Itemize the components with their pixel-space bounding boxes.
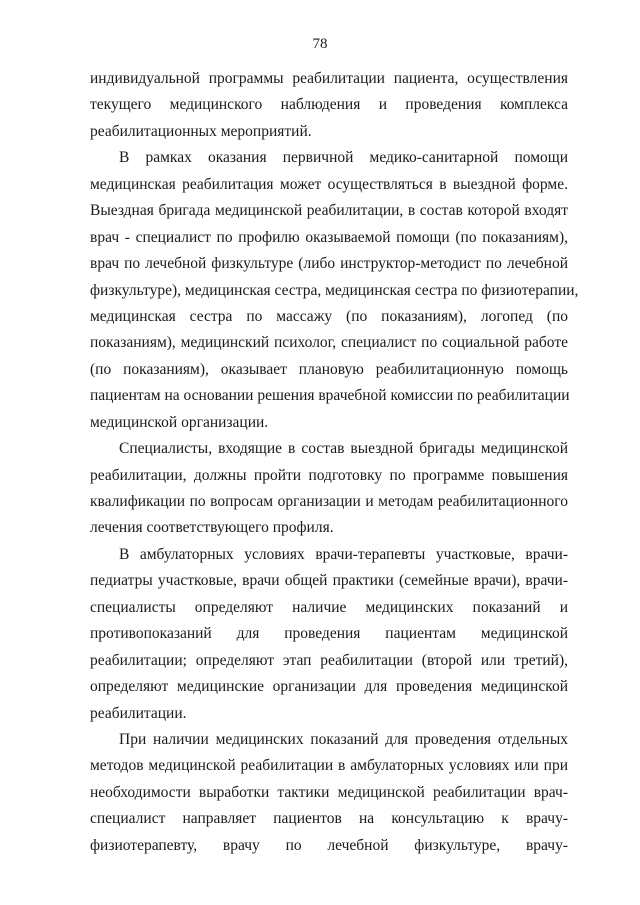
page-number: 78 (312, 36, 328, 52)
paragraph (90, 145, 579, 436)
text-line: показаниям), медицинский психолог, специалист по социальной работе (90, 334, 568, 352)
text-line: В амбулаторных условиях врачи-терапевты участковые, врачи- (119, 545, 568, 563)
text-line: квалификации по вопросам организации и методам реабилитационного (90, 493, 568, 510)
text-line: определяют медицинские организации для проведения медицинской (90, 678, 568, 696)
text-line: текущего медицинского наблюдения и проведения комплекса (90, 96, 568, 114)
text-line: лечения соответствующего профиля. (90, 519, 334, 537)
paragraph (90, 542, 568, 727)
text-line: медицинской организации. (90, 413, 269, 431)
text-line: (по показаниям), оказывает плановую реабилитационную помощь (90, 360, 568, 378)
text-line: медицинская сестра по массажу (по показаниям), логопед (по (90, 307, 568, 325)
text-line: методов медицинской реабилитации в амбулаторных условиях или при (90, 757, 568, 775)
text-line: педиатры участковые, врачи общей практики (семейные врачи), врачи- (90, 572, 568, 590)
text-line: необходимости выработки тактики медицинской реабилитации врач- (90, 783, 568, 801)
paragraph (90, 727, 568, 859)
text-line: специалист направляет пациентов на консультацию к врачу- (90, 810, 568, 828)
text-line: физкультуре), медицинская сестра, медицинская сестра по физиотерапии, (90, 281, 579, 299)
paragraph (90, 66, 568, 145)
text-line: Выездная бригада медицинской реабилитации, в состав которой входят (90, 202, 568, 220)
text-line: медицинская реабилитация может осуществляться в выездной форме. (90, 175, 568, 193)
text-line: специалисты определяют наличие медицинских показаний и (90, 598, 568, 616)
text-line: реабилитации; определяют этап реабилитации (второй или третий), (90, 651, 568, 669)
text-line: реабилитации. (90, 704, 187, 722)
text-line: При наличии медицинских показаний для проведения отдельных (119, 730, 568, 748)
text-line: врач - специалист по профилю оказываемой помощи (по показаниям), (90, 228, 568, 246)
text-line: индивидуальной программы реабилитации пациента, осуществления (90, 70, 568, 87)
text-line: противопоказаний для проведения пациентам медицинской (90, 625, 568, 643)
text-line: В рамках оказания первичной медико-санитарной помощи (119, 149, 568, 167)
paragraph (90, 436, 568, 542)
text-line: пациентам на основании решения врачебной комиссии по реабилитации (90, 387, 570, 405)
text-line: физиотерапевту, врачу по лечебной физкультуре, врачу- (90, 836, 568, 854)
body-text (90, 66, 579, 859)
text-line: реабилитации, должны пройти подготовку по программе повышения (90, 466, 568, 484)
text-line: Специалисты, входящие в состав выездной бригады медицинской (119, 440, 568, 458)
text-line: реабилитационных мероприятий. (90, 122, 312, 140)
text-line: врач по лечебной физкультуре (либо инструктор-методист по лечебной (90, 255, 568, 273)
